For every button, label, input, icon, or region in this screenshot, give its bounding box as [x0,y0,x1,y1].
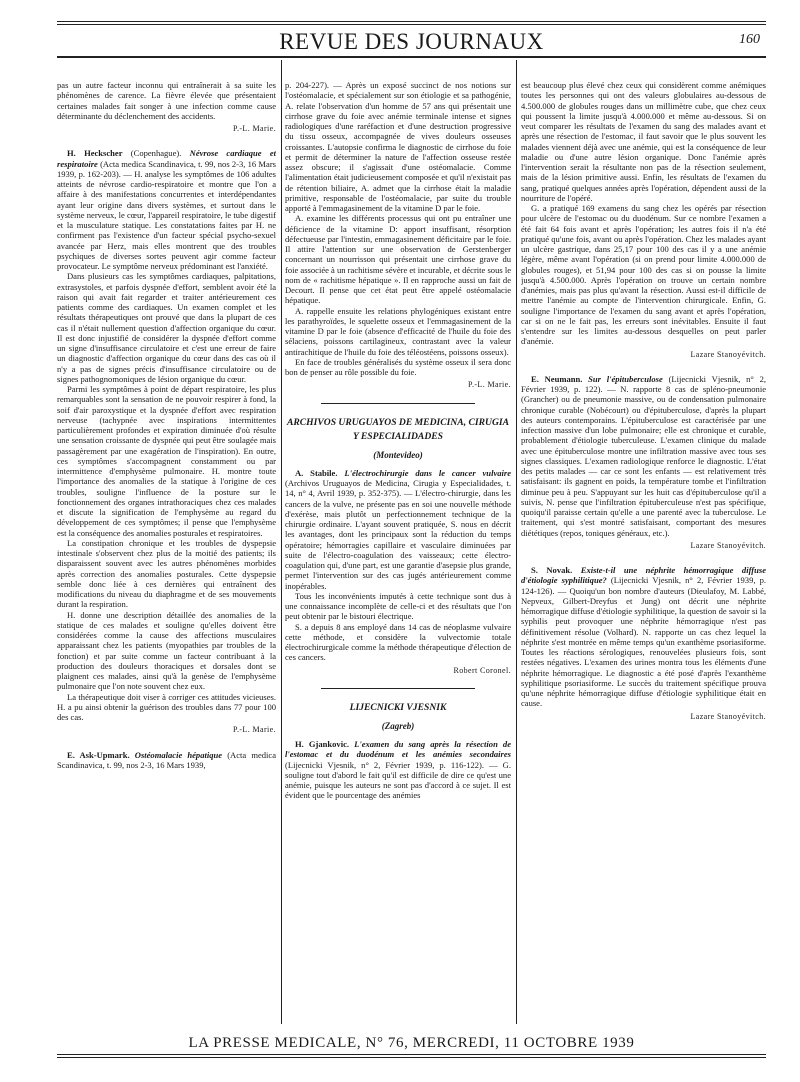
article-title: Existe-t-il une néphrite hémorragique diffuse d'étiologie syphilitique? [521,565,766,586]
article-ask-upmark [57,750,276,771]
article-heckscher [57,148,276,271]
masthead [57,29,766,55]
page-footer: LA PRESSE MEDICALE, N° 76, MERCREDI, 11 OCTOBRE 1939 [188,1035,635,1051]
column-left [57,80,276,1035]
signature: Lazare Stanoyévitch. [690,711,766,721]
article-novak [521,565,766,709]
section-city: (Zagreb) [381,720,415,731]
article-place: (Copenhague). [130,148,182,159]
article-author: A. Stabile. [295,467,338,478]
article-gjankovic [285,739,511,801]
article-body: (Archivos Uruguayos de Medicina, Cirugia y Especialidades, t. 14, n° 4, Avril 1939, p. 352-375). — L'électro-chirurgie, dans les cancers de la vulve, ne présente pas en soi une nouvelle méthode d'exérèse, mais plutôt un perfectionnement technique de la chirurgie ordinaire. L'ayant souvent pratiquée, S. nous en décrit les avantages, dont les principaux sont la réduction du temps opératoire; hémorragies capillaire et vasculaire diminuées par suite de l'électro-coagulation des vaisseaux; cette électro-coagulation qui, d'une part, est une garantie d'asepsie plus grande, permet l'intervention sur des cas jugés antérieurement comme inopérables. [285,478,511,591]
footer-rule [57,1057,766,1058]
article-title: Ostéomalacie hépatique [134,749,223,760]
article-body: (Acta medica Scandinavica, t. 99, nos 2-3, 16 Mars 1939, [57,749,276,770]
paragraph: S. a depuis 8 ans employé dans 14 cas de néoplasme vulvaire cette méthode, et considère la vulvectomie totale électrochirurgicale comme la méthode thérapeutique d'élection de ces cancers. [285,621,511,663]
article-body: (Lijecnicki Vjesnik, n° 2, Février 1939, p. 122). — N. rapporte 8 cas de spléno-pneumonie (Grancher) ou de pneumonie massive, ou de condensation pulmonaire chronique curable (Nobécourt) ou d'épituberculose, d'après la plupart des auteurs contemporains. L'épituberculose est caractérisée par une infection massive d'un lobe pulmonaire; elle est chronique et curable, probablement d'étiologie tuberculeuse. L'examen clinique du malade avec une épituberculose montre une infiltration massive avec tous ses signes classiques. L'examen radiologique renforce le diagnostic. L'état des petits malades — car ce sont les enfants — est relativement très satisfaisant: ils gagnent en poids, la température tombe et l'infiltration diminue peu à peu. S'appuyant sur les huit cas d'épituberculose qu'il a suivis, N. pense que l'infiltration épituberculeuse n'est pas spécifique, quoiqu'il paraisse certain qu'elle a une parenté avec la tuberculose. Le traitement, qui s'est montré satisfaisant, comportant des mesures diététiques (repos, toniques généraux, etc.). [521,373,766,538]
top-rule [57,24,766,25]
article-body: (Lijecnicki Vjesnik, n° 2, Février 1939, p. 124-126). — Quoiqu'un bon nombre d'auteurs (Dieulafoy, M. Labbé, Nepveux, Gilbert-Dreyfus et Jung) ont décrit une néphrite hémorragique diffuse d'étiologie syphilitique, la question de savoir si la syphilis peut provoquer une néphrite hémorragique n'est pas définitivement résolue (Volhard). N. rapporte un cas chez lequel la néphrite s'est montrée en même temps qu'un exanthème psoriasiforme. Toutes les réactions sérologiques, renouvelées plusieurs fois, sont restées négatives. L'examen des urines montra tous les éléments d'une néphrite hémorragique. Le diagnostic a été posé d'après l'exanthème syphilitique psoriasiforme. Le succès du traitement spécifique prouva qu'une néphrite hémorragique diffuse d'étiologie syphilitique était en cause. [521,575,766,709]
page-number: 160 [739,32,760,47]
paragraph: p. 204-227). — Après un exposé succinct de nos notions sur l'ostéomalacie, et spécialement sur son étiologie et sa pathogénie, A. relate l'observation d'un homme de 57 ans qui présentait une cirrhose grave du foie avec anémie terminale intense et signes radiologiques d'une raréfaction et d'une destruction progressive du tissu osseux, accompagnée de vives douleurs osseuses croissantes. L'autopsie confirma le diagnostic de cirrhose du foie et permit de déterminer la nature de l'affection osseuse restée assez obscure; il s'agissait d'une ostéomalacie. Comme l'alimentation était judicieusement composée et qu'il n'existait pas de rétention biliaire, A. admet que la cirrhose était la maladie primitive, responsable de l'ostéomalacie, par suite du trouble apporté à l'emmagasinement de la vitamine D par le foie. [285,80,511,213]
signature: P.-L. Marie. [467,380,511,390]
column-divider [516,60,517,1024]
signature: Lazare Stanoyévitch. [690,540,766,550]
article-title: L'électrochirurgie dans le cancer vulvaire [344,467,511,478]
article-body: (Lijecnicki Vjesnik, n° 2, Février 1939, p. 116-122). — G. souligne tout d'abord le fait qu'il est difficile de dire ce qu'est une anémie, puisque les auteurs ne sont pas d'accord à ce sujet. Il est évident que le pourcentage des anémies [285,759,511,801]
paragraph: est beaucoup plus élevé chez ceux qui considèrent comme anémiques toutes les personnes qui ont des valeurs globulaires au-dessous de 4.500.000 de globules rouges dans un millimètre cube, que chez ceux qui poussent la limite jusqu'à 4.000.000 et même au-dessous. Si on veut comparer les résultats de l'examen du sang des malades avant et après une résection de l'estomac, il faut savoir que le plus souvent les malades viennent déjà avec une anémie, qui est la conséquence de leur maladie ou d'une autre lésion organique. Donc l'anémie après l'intervention serait la résultante non pas de la résection seulement, mais de la lésion primitive aussi. Enfin, les résultats de l'examen du sang, pratiqué quelques années après l'opération, dépendent aussi de la nourriture de l'opéré. [521,80,766,203]
section-city: (Montevideo) [373,449,423,460]
paragraph: La thérapeutique doit viser à corriger ces attitudes vicieuses. H. a pu ainsi obtenir la guérison des troubles dans 77 pour 100 des cas. [57,691,276,722]
paragraph: A. examine les différents processus qui ont pu entraîner une déficience de la vitamine D: apport insuffisant, résorption défectueuse par l'intestin, emmagasinement déficitaire par le foie. Il attire l'attention sur une observation de Gerstenberger concernant un nourrisson qui présentait une cirrhose grave du foie associée à un rachitisme sévère et incurable, et décrite sous le nom de « rachitisme hépatique ». Il en rapproche aussi un fait de Decourt. Il pense que cet état peut être appelé ostéomalacie hépatique. [285,213,511,306]
signature: P.-L. Marie. [232,725,276,735]
section-separator [321,688,475,689]
article-title: L'examen du sang après la résection de l'estomac et du duodénum et les anémies secondaires [285,739,511,760]
article-stabile [285,468,511,591]
article-author: S. Novak. [531,565,573,575]
signature: Lazare Stanoyévitch. [690,349,766,359]
article-body: (Acta medica Scandinavica, t. 99, nos 2-3, 16 Mars 1939, p. 162-203). — H. analyse les symptômes de 106 adultes atteints de névrose cardio-respiratoire et montre que l'on a affaire à des manifestations concurrentes et interdépendantes ayant leur origine dans divers systèmes, et surtout dans le système nerveux, le cœur, l'appareil respiratoire, le tube digestif et la musculature statique. Les constatations faites par H. ne confirment pas l'existence d'un facteur spécial psycho-sexuel avancée par Herz, mais elles montrent que des troubles psychiques de diverses sortes peuvent agir comme facteur provocateur. Le symptôme nerveux prédominant est l'anxiété. [57,158,276,271]
paragraph: Dans plusieurs cas les symptômes cardiaques, palpitations, extrasystoles, et parfois dyspnée d'effort, semblent avoir été la raison qui avait fait regarder et traiter antérieurement ces patients comme des cardiaques. Un examen complet et les résultats thérapeutiques ont prouvé que dans la plupart de ces cas il n'était nullement question d'affection organique du cœur. Il est donc injustifié de considérer la dyspnée d'effort comme un signe d'insuffisance circulatoire et c'est une erreur de faire un diagnostic d'affection organique du cœur dans des cas où il n'y a pas de signes précis d'insuffisance circulatoire ou de signes pathognomoniques de lésion organique du cœur. [57,271,276,384]
column-right [521,80,766,1035]
signature: Robert Coronel. [453,665,511,675]
paragraph: Parmi les symptômes à point de départ respiratoire, les plus remarquables sont la sensation de ne pouvoir respirer à fond, la soif d'air paroxystique et la dyspnée d'effort avec respiration nerveuse (tachypnée avec inspirations intermittentes particulièrement profondes et expiration diminuée d'où résulte une sensation croissante de dyspnée qui peut être soulagée mais passagèrement par une exagération de l'inspiration). En outre, ces symptômes s'accompagnent constamment ou par intermittence d'emphysème pulmonaire. H. montre toute l'importance des anomalies de la statique à l'origine de ces troubles, souligne l'influence de la posture sur le fonctionnement des organes intrathoraciques chez ces malades et discute la signification de l'emphysème au regard du développement de ces symptômes; il pense que l'emphysème est la conséquence des anomalies posturales et respiratoires. [57,384,276,538]
column-divider [281,60,282,1024]
article-author: H. Gjankovic. [295,739,350,749]
paragraph: Tous les inconvénients imputés à cette technique sont dus à une connaissance incomplète de celle-ci et des résultats que l'on peut obtenir par le bistouri électrique. [285,590,511,622]
header-rule [57,56,766,58]
article-author: E. Neumann. [531,373,583,384]
journal-title: REVUE DES JOURNAUX [279,29,544,54]
article-title: Sur l'épituberculose [588,373,663,384]
paragraph: G. a pratiqué 169 examens du sang chez les opérés par résection pour ulcère de l'estomac ou du duodénum. Sur ce nombre l'examen a été fait 64 fois avant et après l'opération; les autres fois il n'a été pratiqué qu'une fois, avant ou après l'opération. Chez les malades ayant un ulcère gastrique, dans 25,17 pour 100 des cas il y a une anémie légère, même avant l'opération (si on prend pour limite 4.000.000 de globules rouges), et 51,94 pour 100 des cas si on pousse la limite jusqu'à 4.500.000. Après l'opération on trouve un certain nombre d'anémies, mais pas plus qu'avant la résection. Aussi est-il difficile de mettre l'anémie au compte de l'intervention chirurgicale. Enfin, G. souligne l'importance de l'examen du sang avant et après l'opération, car si on ne le fait pas, les erreurs sont inévitables. Ensuite il faut s'entendre sur les limites au-dessous desquelles on peut parler d'anémie. [521,203,766,347]
section-separator [321,403,475,404]
article-author: E. Ask-Upmark. [67,749,130,760]
column-middle [285,80,511,1035]
top-rule [57,21,766,22]
article-neumann [521,374,766,538]
paragraph: La constipation chronique et les troubles de dyspepsie intestinale s'observent chez plus de la moitié des patients; ils disparaissent souvent avec les autres phénomènes morbides après correction des anomalies posturales. Cette dyspepsie semble donc liée à ces dernières qui entraînent des modifications du niveau du diaphragme et de ses mouvements durant la respiration. [57,537,276,610]
section-heading: ARCHIVOS URUGUAYOS DE MEDICINA, CIRUGIA Y ESPECIALIDADES [286,416,510,442]
section-heading: LIJECNICKI VJESNIK [349,701,447,713]
paragraph: pas un autre facteur inconnu qui entraînerait à sa suite les phénomènes de carence. La fièvre élevée que présentaient certaines malades fait songer à une infection comme cause déterminante du déclenchement des accidents. [57,80,276,121]
article-author: H. Heckscher [67,148,123,159]
signature: P.-L. Marie. [232,124,276,133]
paragraph: A. rappelle ensuite les relations phylogéniques existant entre les parathyroïdes, le squelette osseux et l'emmagasinement de la vitamine D par le foie (absence d'efficacité de l'huile du foie des sélaciens, poissons cartilagineux, contrastant avec la valeur antirachitique de l'huile du foie des téléostéens, poissons osseux). [285,305,511,357]
paragraph: En face de troubles généralisés du système osseux il sera donc bon de penser au rôle possible du foie. [285,356,511,377]
article-title: Névrose cardiaque et respiratoire [57,148,276,169]
footer-rule [57,1054,766,1055]
paragraph: H. donne une description détaillée des anomalies de la statique de ces malades et souligne qu'elles doivent être considérées comme la cause des affections musculaires apparaissant chez les patients (myopathies par troubles de la fonction) et par suite comme un facteur contribuant à la production des douleurs thoraciques et dorsales dont se plaignent ces malades, ainsi qu'à la genèse de l'emphysème pulmonaire que l'on note souvent chez eux. [57,609,276,692]
